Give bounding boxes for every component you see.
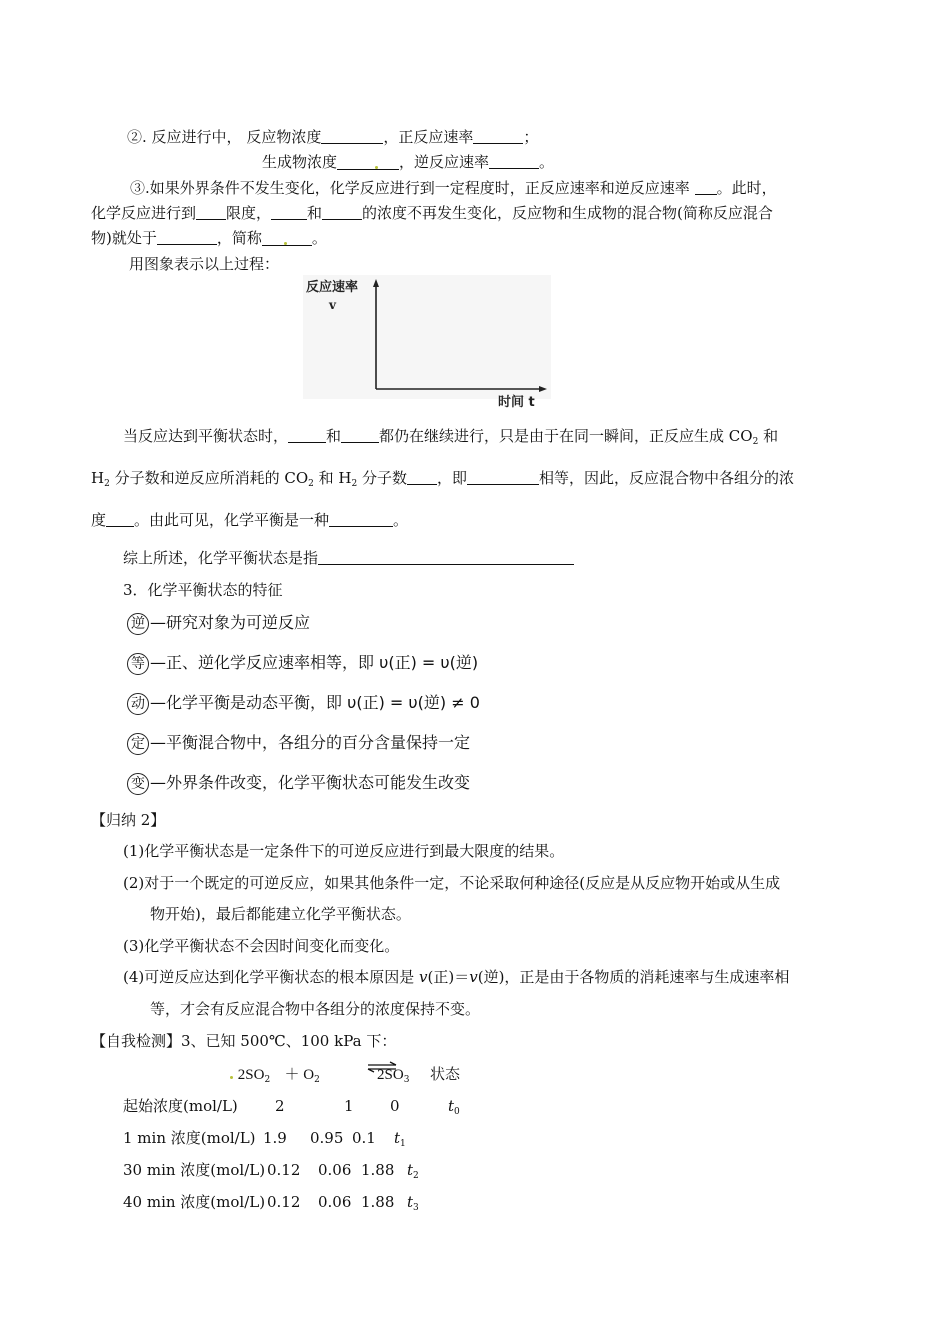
conc-row-time: $t_0$: [448, 1097, 460, 1117]
guina-p1: (1)化学平衡状态是一定条件下的可逆反应进行到最大限度的结果。: [123, 842, 565, 860]
conc-row-so2: 0.12: [267, 1161, 301, 1179]
conc-row-label: 起始浓度(mol/L): [123, 1097, 238, 1115]
feature-equal: 等 —正、逆化学反应速率相等，即 υ(正) = υ(逆): [127, 651, 478, 675]
conc-row-o2: 0.95: [310, 1129, 344, 1147]
blank-rate-equal[interactable]: [695, 179, 717, 195]
graph-xlabel: 时间 t: [498, 395, 535, 410]
blank-forward-reaction[interactable]: [288, 427, 326, 443]
blank-forward-rate[interactable]: [473, 128, 523, 144]
feature-circle-icon: 变: [127, 773, 149, 795]
blank-limit[interactable]: [196, 204, 226, 220]
graph-intro: 用图象表示以上过程：: [129, 255, 280, 273]
conc-row-so3: 1.88: [361, 1193, 395, 1211]
conc-row-so2: 1.9: [263, 1129, 287, 1147]
feature-fixed: 定 —平衡混合物中，各组分的百分含量保持一定: [127, 731, 470, 755]
conc-row-so2: 2: [275, 1097, 285, 1115]
forward-rate-label: ，正反应速率: [383, 128, 474, 146]
reverse-rate-label: ，逆反应速率: [399, 153, 490, 171]
feature-circle-icon: 逆: [127, 613, 149, 635]
reaction-equation: $2SO_2$ ＋ $O_2$: [230, 1064, 320, 1090]
blank-reverse-rate[interactable]: [489, 153, 539, 169]
equilibrium-line1: 当反应达到平衡状态时， 和 都仍在继续进行，只是由于在同一瞬间，正反应生成 $CO_2$ 和: [123, 427, 779, 447]
section3-title: 3．化学平衡状态的特征: [123, 581, 283, 599]
rate-time-graph: [303, 275, 553, 410]
blank-substance-1[interactable]: [271, 204, 307, 220]
blank-rates-equal[interactable]: [467, 469, 539, 485]
conc-row-label: 40 min 浓度(mol/L): [123, 1193, 266, 1211]
blank-product-conc[interactable]: [337, 154, 399, 170]
blank-molecule-count[interactable]: [407, 469, 437, 485]
blank-substance-2[interactable]: [322, 204, 362, 220]
conc-row-so3: 0.1: [352, 1129, 376, 1147]
product-conc-label: 生成物浓度: [262, 153, 338, 171]
blank-conc-constant[interactable]: [106, 511, 134, 527]
conc-row-time: $t_3$: [407, 1193, 419, 1213]
para2-line1: ②. 反应进行中， 反应物浓度 ，正反应速率 ；: [127, 128, 539, 146]
conc-row-o2: 0.06: [318, 1161, 352, 1179]
guina-p4a: (4)可逆反应达到化学平衡状态的根本原因是 v(正)＝v(逆)，正是由于各物质的消耗速率与生成速率相: [123, 968, 790, 986]
para3-line2: 化学反应进行到 限度， 和 的浓度不再发生变化，反应物和生成物的混合物(简称反应混合: [91, 204, 773, 222]
conc-row-so3: 1.88: [361, 1161, 395, 1179]
conc-row-so3: 0: [390, 1097, 400, 1115]
feature-dynamic: 动 —化学平衡是动态平衡，即 υ(正) = υ(逆) ≠ 0: [127, 691, 480, 715]
conc-row-o2: 1: [344, 1097, 354, 1115]
guina-p3: (3)化学平衡状态不会因时间变化而变化。: [123, 937, 400, 955]
guina-title: 【归纳 2】: [91, 811, 166, 829]
reaction-state-label: 状态: [430, 1065, 461, 1083]
graph-ylabel: 反应速率: [306, 280, 359, 295]
blank-state[interactable]: [157, 229, 217, 245]
para2-line2: 生成物浓度 ，逆反应速率 。: [262, 153, 555, 171]
feature-reversible: 逆 —研究对象为可逆反应: [127, 611, 310, 635]
reaction-product: $2SO_3$: [377, 1067, 410, 1085]
graph-ysymbol: v: [329, 298, 336, 312]
summary-line: 综上所述，化学平衡状态是指: [123, 548, 574, 568]
blank-reactant-conc[interactable]: [321, 128, 383, 144]
guina-p2b: 物开始)，最后都能建立化学平衡状态。: [150, 905, 411, 923]
feature-change: 变 —外界条件改变，化学平衡状态可能发生改变: [127, 771, 470, 795]
guina-p4b: 等，才会有反应混合物中各组分的浓度保持不变。: [150, 1000, 481, 1018]
conc-row-time: $t_1$: [394, 1129, 406, 1149]
conc-row-so2: 0.12: [267, 1193, 301, 1211]
conc-row-o2: 0.06: [318, 1193, 352, 1211]
equilibrium-line3: 度 。由此可见，化学平衡是一种 。: [91, 511, 409, 529]
feature-circle-icon: 定: [127, 733, 149, 755]
blank-reverse-reaction[interactable]: [341, 427, 379, 443]
conc-row-label: 30 min 浓度(mol/L): [123, 1161, 266, 1179]
conc-row-label: 1 min 浓度(mol/L): [123, 1129, 256, 1147]
para3-line1: ③.如果外界条件不发生变化，化学反应进行到一定程度时，正反应速率和逆反应速率 。此时，: [130, 179, 777, 197]
selfcheck-title: 【自我检测】3、已知 500℃、100 kPa 下：: [91, 1032, 397, 1050]
conc-row-time: $t_2$: [407, 1161, 419, 1181]
para3-line3: 物)就处于 ，简称 。: [91, 229, 327, 247]
blank-abbrev[interactable]: [262, 230, 312, 246]
feature-circle-icon: 动: [127, 693, 149, 715]
equilibrium-line2: $H_2$ 分子数和逆反应所消耗的 $CO_2$ 和 $H_2$ 分子数 ，即 相等，因此，反应混合物中各组分的浓: [91, 469, 795, 489]
para2-prefix: ②. 反应进行中，: [127, 128, 242, 146]
reactant-conc-label: 反应物浓度: [246, 128, 322, 146]
blank-summary[interactable]: [318, 549, 574, 565]
guina-p2a: (2)对于一个既定的可逆反应，如果其他条件一定，不论采取何种途径(反应是从反应物开始或从生成: [123, 874, 781, 892]
blank-equilibrium-type[interactable]: [329, 511, 393, 527]
feature-circle-icon: 等: [127, 653, 149, 675]
